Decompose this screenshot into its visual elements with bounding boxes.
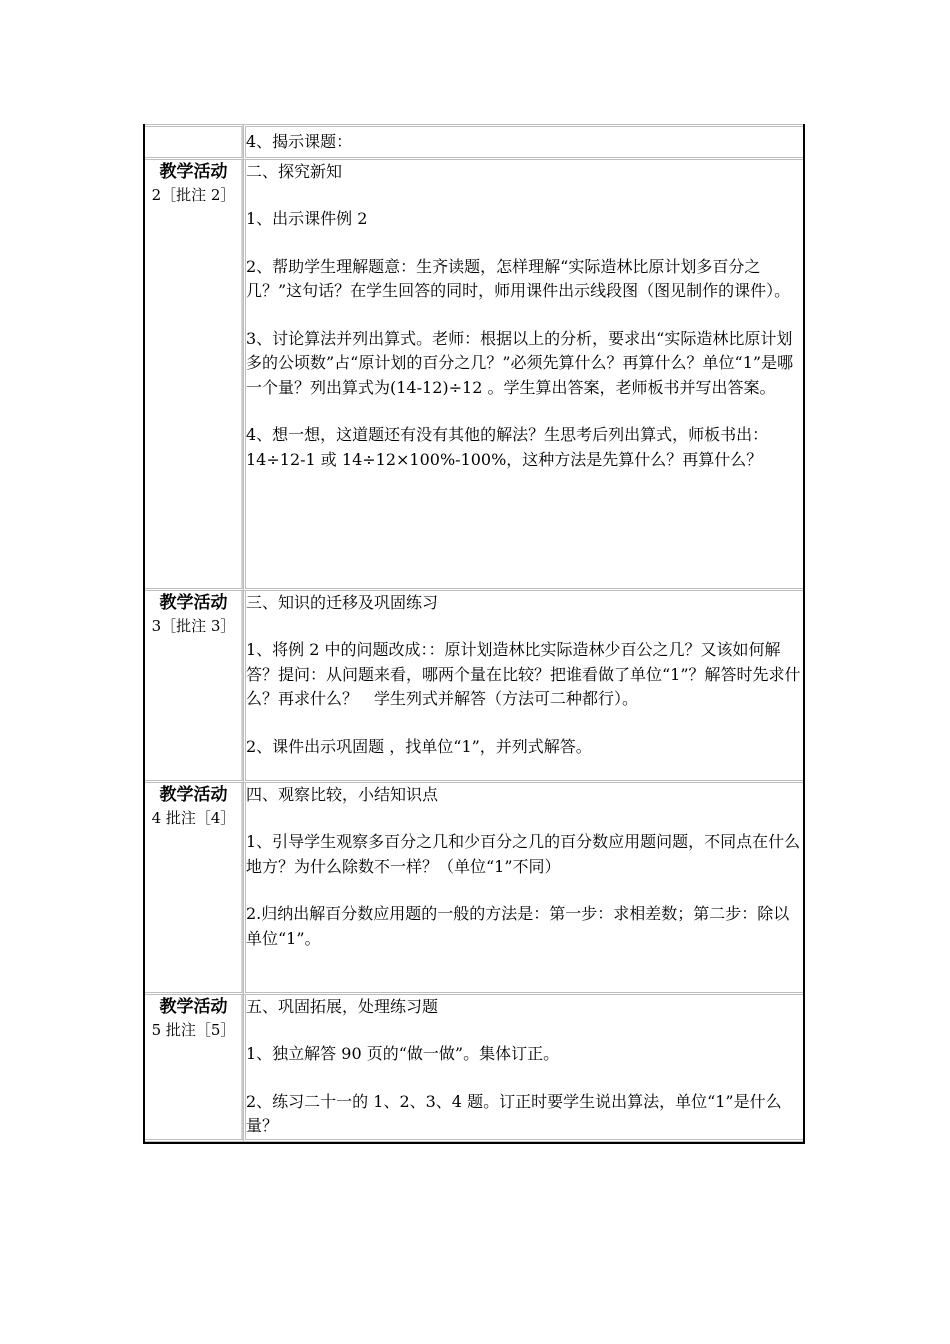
content-line: 1、引导学生观察多百分之几和少百分之几的百分数应用题问题，不同点在什么地方？为什么除数不一样？（单位“1”不同）: [246, 832, 801, 876]
table-row: [145, 160, 803, 591]
activity-content-cell: [243, 783, 803, 995]
activity-content-cell: [243, 591, 803, 783]
activity-label-cell: [145, 160, 243, 591]
activity-title: 教学活动: [159, 161, 228, 182]
lesson-plan-table: [143, 124, 805, 1144]
activity-annotation: 5 批注［5］: [151, 1020, 236, 1039]
activity-content-cell: [243, 995, 803, 1142]
section-heading: 四、观察比较，小结知识点: [246, 784, 439, 804]
activity-content-cell: [243, 160, 803, 591]
section-heading: 二、探究新知: [246, 161, 343, 181]
section-heading: 三、知识的迁移及巩固练习: [246, 592, 439, 612]
activity-label-cell: [145, 591, 243, 783]
activity-label-cell: [145, 783, 243, 995]
lesson-plan-page: [143, 124, 805, 1144]
content-line: 2、帮助学生理解题意：生齐读题，怎样理解“实际造林比原计划多百分之几？”这句话？在学生回答的同时，师用课件出示线段图（图见制作的课件）。: [246, 256, 791, 300]
activity-label-cell: [145, 995, 243, 1142]
activity-annotation: 2［批注 2］: [151, 185, 236, 204]
content-line: 3、讨论算法并列出算式。老师：根据以上的分析，要求出“实际造林比原计划多的公顷数”占“原计划的百分之几？”必须先算什么？再算什么？单位“1”是哪一个量？列出算式为(14-12)÷12 。学生算出答案，老师板书并写出答案。: [246, 328, 794, 397]
activity-annotation: 3［批注 3］: [151, 616, 236, 635]
content-line: 1、独立解答 90 页的“做一做”。集体订正。: [246, 1044, 560, 1063]
content-line: 1、将例 2 中的问题改成：：原计划造林比实际造林少百公之几？又该如何解答？提问：从问题来看，哪两个量在比较？把谁看做了单位“1”？解答时先求什么？再求什么？ 学生列式并解答（方法可二种都行）。: [246, 640, 801, 708]
table-row: [145, 124, 803, 160]
section-heading: 五、巩固拓展，处理练习题: [246, 996, 439, 1016]
content-line: 1、出示课件例 2: [246, 209, 368, 228]
content-line: 2、练习二十一的 1、2、3、4 题。订正时要学生说出算法，单位“1”是什么量？: [246, 1091, 782, 1135]
activity-title: 教学活动: [159, 592, 228, 613]
activity-title: 教学活动: [159, 996, 228, 1017]
content-line: 4、想一想，这道题还有没有其他的解法？生思考后列出算式，师板书出：14÷12-1 或 14÷12×100%-100%，这种方法是先算什么？再算什么？: [246, 425, 769, 469]
activity-annotation: 4 批注［4］: [151, 808, 236, 827]
content-line: 2.归纳出解百分数应用题的一般的方法是：第一步：求相差数；第二步：除以单位“1”。: [246, 904, 790, 948]
table-row: [145, 783, 803, 995]
activity-label-cell: [145, 124, 243, 160]
content-line: 4、揭示课题：: [246, 132, 353, 151]
content-line: 2、课件出示巩固题 ，找单位“1”，并列式解答。: [246, 736, 592, 756]
activity-title: 教学活动: [159, 784, 228, 805]
table-row: [145, 591, 803, 783]
activity-content-cell: [243, 124, 803, 160]
table-row: [145, 995, 803, 1142]
